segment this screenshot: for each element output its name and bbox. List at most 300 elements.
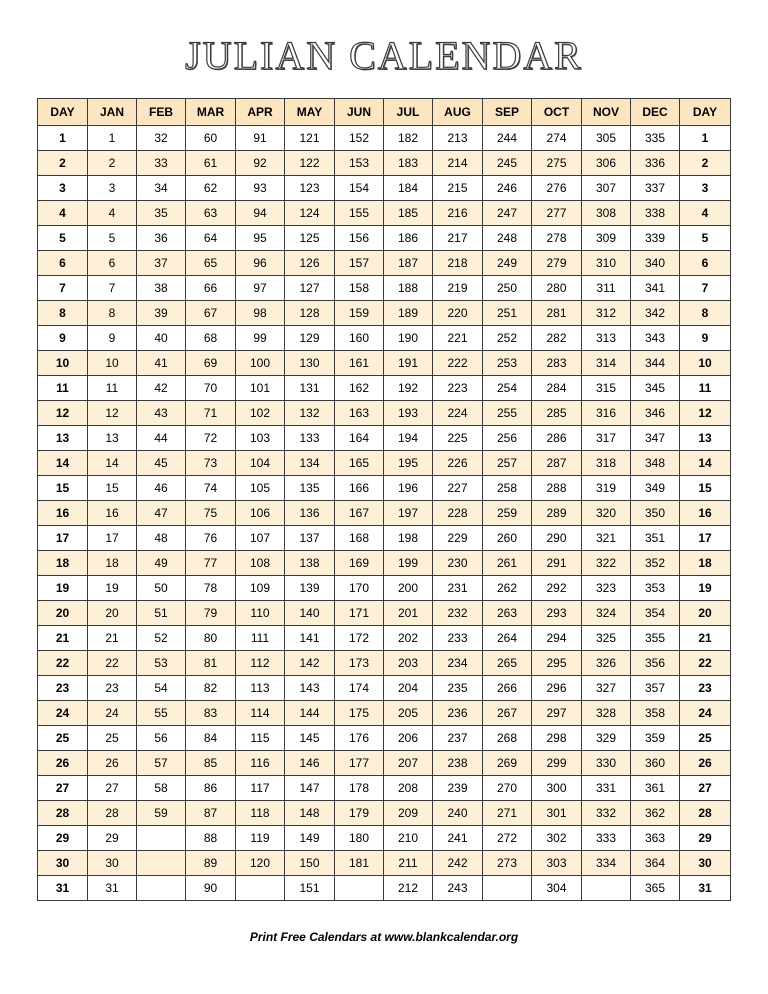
julian-date-cell: 233 <box>433 626 483 651</box>
julian-date-cell: 190 <box>384 326 433 351</box>
julian-date-cell: 150 <box>285 851 335 876</box>
day-number-cell: 14 <box>38 451 88 476</box>
day-number-cell: 18 <box>38 551 88 576</box>
julian-date-cell: 52 <box>137 626 186 651</box>
julian-date-cell: 3 <box>88 176 137 201</box>
julian-date-cell: 41 <box>137 351 186 376</box>
day-number-cell: 31 <box>680 876 731 901</box>
julian-date-cell: 34 <box>137 176 186 201</box>
julian-date-cell: 56 <box>137 726 186 751</box>
julian-date-cell: 141 <box>285 626 335 651</box>
julian-date-cell: 309 <box>582 226 631 251</box>
julian-date-cell: 237 <box>433 726 483 751</box>
julian-date-cell: 358 <box>631 701 680 726</box>
column-header: AUG <box>433 99 483 126</box>
julian-date-cell: 26 <box>88 751 137 776</box>
table-row <box>38 376 731 401</box>
julian-date-cell: 28 <box>88 801 137 826</box>
julian-date-cell: 262 <box>483 576 532 601</box>
julian-date-cell: 283 <box>532 351 582 376</box>
julian-date-cell: 315 <box>582 376 631 401</box>
julian-date-cell: 8 <box>88 301 137 326</box>
julian-date-cell: 183 <box>384 151 433 176</box>
julian-date-cell: 155 <box>335 201 384 226</box>
julian-date-cell: 133 <box>285 426 335 451</box>
header-row <box>38 99 731 126</box>
julian-date-cell: 165 <box>335 451 384 476</box>
julian-date-cell: 20 <box>88 601 137 626</box>
julian-date-cell: 178 <box>335 776 384 801</box>
julian-date-cell: 328 <box>582 701 631 726</box>
day-number-cell: 9 <box>680 326 731 351</box>
day-number-cell: 7 <box>680 276 731 301</box>
julian-date-cell: 121 <box>285 126 335 151</box>
julian-date-cell: 311 <box>582 276 631 301</box>
column-header: OCT <box>532 99 582 126</box>
julian-date-cell: 267 <box>483 701 532 726</box>
column-header: MAR <box>186 99 236 126</box>
julian-date-cell: 231 <box>433 576 483 601</box>
julian-date-cell: 9 <box>88 326 137 351</box>
julian-date-cell: 71 <box>186 401 236 426</box>
julian-date-cell: 175 <box>335 701 384 726</box>
julian-date-cell: 298 <box>532 726 582 751</box>
julian-date-cell: 102 <box>236 401 285 426</box>
julian-date-cell: 214 <box>433 151 483 176</box>
julian-date-cell: 164 <box>335 426 384 451</box>
julian-date-cell: 272 <box>483 826 532 851</box>
day-number-cell: 5 <box>38 226 88 251</box>
julian-date-cell: 192 <box>384 376 433 401</box>
julian-date-cell: 225 <box>433 426 483 451</box>
julian-date-cell: 256 <box>483 426 532 451</box>
julian-date-cell: 84 <box>186 726 236 751</box>
julian-date-cell: 46 <box>137 476 186 501</box>
julian-date-cell: 299 <box>532 751 582 776</box>
table-row <box>38 751 731 776</box>
julian-date-cell: 85 <box>186 751 236 776</box>
julian-date-cell: 240 <box>433 801 483 826</box>
julian-date-cell: 223 <box>433 376 483 401</box>
column-header: APR <box>236 99 285 126</box>
julian-date-cell: 11 <box>88 376 137 401</box>
julian-date-cell: 104 <box>236 451 285 476</box>
julian-date-cell: 278 <box>532 226 582 251</box>
julian-date-cell: 125 <box>285 226 335 251</box>
julian-date-cell: 323 <box>582 576 631 601</box>
julian-date-cell: 4 <box>88 201 137 226</box>
julian-date-cell: 43 <box>137 401 186 426</box>
julian-date-cell: 346 <box>631 401 680 426</box>
day-number-cell: 2 <box>680 151 731 176</box>
julian-date-cell: 157 <box>335 251 384 276</box>
julian-date-cell: 78 <box>186 576 236 601</box>
julian-date-cell: 134 <box>285 451 335 476</box>
julian-date-cell: 193 <box>384 401 433 426</box>
day-number-cell: 14 <box>680 451 731 476</box>
julian-date-cell: 265 <box>483 651 532 676</box>
julian-date-cell: 201 <box>384 601 433 626</box>
julian-date-cell: 257 <box>483 451 532 476</box>
julian-date-cell: 339 <box>631 226 680 251</box>
julian-date-cell: 218 <box>433 251 483 276</box>
julian-date-cell: 38 <box>137 276 186 301</box>
julian-date-cell: 277 <box>532 201 582 226</box>
julian-date-cell: 199 <box>384 551 433 576</box>
julian-date-cell: 359 <box>631 726 680 751</box>
julian-date-cell: 75 <box>186 501 236 526</box>
julian-date-cell: 36 <box>137 226 186 251</box>
day-number-cell: 16 <box>680 501 731 526</box>
julian-date-cell: 296 <box>532 676 582 701</box>
julian-date-cell: 83 <box>186 701 236 726</box>
julian-date-cell: 222 <box>433 351 483 376</box>
julian-date-cell: 118 <box>236 801 285 826</box>
julian-date-cell: 18 <box>88 551 137 576</box>
julian-date-cell: 68 <box>186 326 236 351</box>
julian-date-cell: 269 <box>483 751 532 776</box>
column-header: JUN <box>335 99 384 126</box>
julian-date-cell: 21 <box>88 626 137 651</box>
julian-date-cell <box>137 876 186 901</box>
table-row <box>38 451 731 476</box>
julian-date-cell: 160 <box>335 326 384 351</box>
julian-date-cell: 63 <box>186 201 236 226</box>
julian-date-cell: 275 <box>532 151 582 176</box>
julian-date-cell: 321 <box>582 526 631 551</box>
julian-date-cell: 308 <box>582 201 631 226</box>
day-number-cell: 30 <box>38 851 88 876</box>
julian-date-cell: 22 <box>88 651 137 676</box>
julian-date-cell: 307 <box>582 176 631 201</box>
table-row <box>38 226 731 251</box>
julian-date-cell: 302 <box>532 826 582 851</box>
julian-date-cell: 181 <box>335 851 384 876</box>
table-row <box>38 876 731 901</box>
julian-date-cell: 271 <box>483 801 532 826</box>
julian-date-cell: 291 <box>532 551 582 576</box>
julian-date-cell: 295 <box>532 651 582 676</box>
julian-date-cell: 16 <box>88 501 137 526</box>
julian-calendar-table <box>37 98 731 901</box>
julian-date-cell: 65 <box>186 251 236 276</box>
julian-date-cell: 280 <box>532 276 582 301</box>
julian-date-cell: 62 <box>186 176 236 201</box>
day-number-cell: 6 <box>680 251 731 276</box>
julian-date-cell: 124 <box>285 201 335 226</box>
julian-date-cell: 232 <box>433 601 483 626</box>
julian-date-cell: 333 <box>582 826 631 851</box>
day-number-cell: 27 <box>38 776 88 801</box>
julian-date-cell: 154 <box>335 176 384 201</box>
julian-date-cell: 353 <box>631 576 680 601</box>
julian-date-cell: 238 <box>433 751 483 776</box>
julian-date-cell: 195 <box>384 451 433 476</box>
julian-date-cell: 137 <box>285 526 335 551</box>
julian-date-cell: 69 <box>186 351 236 376</box>
julian-date-cell: 77 <box>186 551 236 576</box>
julian-date-cell: 55 <box>137 701 186 726</box>
julian-date-cell: 306 <box>582 151 631 176</box>
julian-date-cell: 357 <box>631 676 680 701</box>
table-row <box>38 726 731 751</box>
julian-date-cell: 226 <box>433 451 483 476</box>
day-number-cell: 4 <box>38 201 88 226</box>
julian-date-cell: 274 <box>532 126 582 151</box>
day-number-cell: 19 <box>680 576 731 601</box>
julian-date-cell: 202 <box>384 626 433 651</box>
julian-date-cell: 253 <box>483 351 532 376</box>
day-number-cell: 7 <box>38 276 88 301</box>
day-number-cell: 11 <box>680 376 731 401</box>
julian-date-cell: 15 <box>88 476 137 501</box>
julian-date-cell: 191 <box>384 351 433 376</box>
julian-date-cell: 236 <box>433 701 483 726</box>
day-number-cell: 17 <box>38 526 88 551</box>
julian-date-cell: 97 <box>236 276 285 301</box>
julian-date-cell: 230 <box>433 551 483 576</box>
julian-date-cell: 170 <box>335 576 384 601</box>
julian-date-cell: 200 <box>384 576 433 601</box>
day-number-cell: 21 <box>680 626 731 651</box>
julian-date-cell: 198 <box>384 526 433 551</box>
julian-date-cell: 314 <box>582 351 631 376</box>
day-number-cell: 22 <box>38 651 88 676</box>
julian-date-cell: 82 <box>186 676 236 701</box>
day-number-cell: 16 <box>38 501 88 526</box>
julian-date-cell: 173 <box>335 651 384 676</box>
table-row <box>38 276 731 301</box>
julian-date-cell: 258 <box>483 476 532 501</box>
table-row <box>38 851 731 876</box>
julian-date-cell: 186 <box>384 226 433 251</box>
day-number-cell: 13 <box>680 426 731 451</box>
julian-date-cell: 250 <box>483 276 532 301</box>
julian-date-cell: 153 <box>335 151 384 176</box>
julian-date-cell: 348 <box>631 451 680 476</box>
julian-date-cell: 196 <box>384 476 433 501</box>
day-number-cell: 22 <box>680 651 731 676</box>
julian-date-cell: 187 <box>384 251 433 276</box>
julian-date-cell: 210 <box>384 826 433 851</box>
julian-date-cell: 300 <box>532 776 582 801</box>
julian-date-cell: 105 <box>236 476 285 501</box>
julian-date-cell: 318 <box>582 451 631 476</box>
julian-date-cell <box>137 826 186 851</box>
julian-date-cell: 54 <box>137 676 186 701</box>
julian-date-cell: 206 <box>384 726 433 751</box>
page-title: JULIAN CALENDAR <box>185 33 583 78</box>
day-number-cell: 17 <box>680 526 731 551</box>
julian-date-cell: 209 <box>384 801 433 826</box>
julian-date-cell: 23 <box>88 676 137 701</box>
julian-date-cell: 115 <box>236 726 285 751</box>
julian-date-cell: 364 <box>631 851 680 876</box>
day-number-cell: 25 <box>680 726 731 751</box>
julian-date-cell: 109 <box>236 576 285 601</box>
column-header: DAY <box>38 99 88 126</box>
julian-date-cell: 53 <box>137 651 186 676</box>
julian-date-cell: 60 <box>186 126 236 151</box>
julian-date-cell: 132 <box>285 401 335 426</box>
julian-date-cell: 245 <box>483 151 532 176</box>
julian-date-cell: 148 <box>285 801 335 826</box>
julian-date-cell: 90 <box>186 876 236 901</box>
julian-date-cell: 116 <box>236 751 285 776</box>
julian-date-cell: 19 <box>88 576 137 601</box>
julian-date-cell: 89 <box>186 851 236 876</box>
julian-date-cell: 242 <box>433 851 483 876</box>
julian-date-cell: 143 <box>285 676 335 701</box>
julian-date-cell: 37 <box>137 251 186 276</box>
julian-date-cell: 163 <box>335 401 384 426</box>
julian-date-cell: 286 <box>532 426 582 451</box>
julian-date-cell: 145 <box>285 726 335 751</box>
column-header: FEB <box>137 99 186 126</box>
table-row <box>38 676 731 701</box>
day-number-cell: 8 <box>38 301 88 326</box>
julian-date-cell: 204 <box>384 676 433 701</box>
julian-date-cell: 131 <box>285 376 335 401</box>
julian-date-cell: 261 <box>483 551 532 576</box>
julian-date-cell: 276 <box>532 176 582 201</box>
julian-date-cell: 12 <box>88 401 137 426</box>
julian-date-cell: 289 <box>532 501 582 526</box>
julian-date-cell <box>582 876 631 901</box>
julian-date-cell: 25 <box>88 726 137 751</box>
julian-date-cell: 347 <box>631 426 680 451</box>
julian-date-cell: 117 <box>236 776 285 801</box>
table-row <box>38 176 731 201</box>
julian-date-cell: 59 <box>137 801 186 826</box>
julian-date-cell: 167 <box>335 501 384 526</box>
julian-date-cell: 166 <box>335 476 384 501</box>
julian-date-cell: 285 <box>532 401 582 426</box>
day-number-cell: 30 <box>680 851 731 876</box>
day-number-cell: 5 <box>680 226 731 251</box>
column-header: DAY <box>680 99 731 126</box>
julian-date-cell: 336 <box>631 151 680 176</box>
julian-date-cell: 139 <box>285 576 335 601</box>
julian-date-cell: 128 <box>285 301 335 326</box>
julian-date-cell: 123 <box>285 176 335 201</box>
julian-date-cell: 266 <box>483 676 532 701</box>
julian-date-cell: 76 <box>186 526 236 551</box>
julian-date-cell: 292 <box>532 576 582 601</box>
day-number-cell: 28 <box>680 801 731 826</box>
julian-date-cell: 49 <box>137 551 186 576</box>
julian-date-cell: 249 <box>483 251 532 276</box>
julian-date-cell: 122 <box>285 151 335 176</box>
day-number-cell: 11 <box>38 376 88 401</box>
julian-date-cell: 73 <box>186 451 236 476</box>
julian-date-cell: 94 <box>236 201 285 226</box>
julian-date-cell: 248 <box>483 226 532 251</box>
julian-date-cell: 80 <box>186 626 236 651</box>
julian-date-cell: 251 <box>483 301 532 326</box>
column-header: JUL <box>384 99 433 126</box>
julian-date-cell: 331 <box>582 776 631 801</box>
julian-date-cell: 247 <box>483 201 532 226</box>
julian-date-cell: 270 <box>483 776 532 801</box>
julian-date-cell: 281 <box>532 301 582 326</box>
julian-date-cell: 340 <box>631 251 680 276</box>
julian-date-cell: 138 <box>285 551 335 576</box>
julian-date-cell: 263 <box>483 601 532 626</box>
julian-date-cell: 57 <box>137 751 186 776</box>
day-number-cell: 2 <box>38 151 88 176</box>
julian-date-cell: 106 <box>236 501 285 526</box>
julian-date-cell: 151 <box>285 876 335 901</box>
julian-date-cell: 284 <box>532 376 582 401</box>
julian-date-cell: 334 <box>582 851 631 876</box>
julian-date-cell: 171 <box>335 601 384 626</box>
julian-date-cell: 67 <box>186 301 236 326</box>
julian-date-cell: 70 <box>186 376 236 401</box>
julian-date-cell: 324 <box>582 601 631 626</box>
column-header: MAY <box>285 99 335 126</box>
table-row <box>38 626 731 651</box>
julian-date-cell: 113 <box>236 676 285 701</box>
table-row <box>38 301 731 326</box>
julian-date-cell: 216 <box>433 201 483 226</box>
table-row <box>38 326 731 351</box>
julian-date-cell: 35 <box>137 201 186 226</box>
julian-date-cell: 58 <box>137 776 186 801</box>
table-row <box>38 601 731 626</box>
julian-date-cell: 343 <box>631 326 680 351</box>
julian-date-cell: 205 <box>384 701 433 726</box>
julian-date-cell: 203 <box>384 651 433 676</box>
julian-date-cell: 184 <box>384 176 433 201</box>
julian-date-cell: 338 <box>631 201 680 226</box>
julian-date-cell: 152 <box>335 126 384 151</box>
julian-date-cell: 130 <box>285 351 335 376</box>
day-number-cell: 6 <box>38 251 88 276</box>
julian-date-cell: 255 <box>483 401 532 426</box>
julian-date-cell: 182 <box>384 126 433 151</box>
table-row <box>38 151 731 176</box>
julian-date-cell: 27 <box>88 776 137 801</box>
julian-date-cell: 322 <box>582 551 631 576</box>
day-number-cell: 18 <box>680 551 731 576</box>
julian-date-cell: 120 <box>236 851 285 876</box>
julian-date-cell: 211 <box>384 851 433 876</box>
julian-date-cell: 87 <box>186 801 236 826</box>
julian-date-cell: 149 <box>285 826 335 851</box>
julian-date-cell: 320 <box>582 501 631 526</box>
table-row <box>38 501 731 526</box>
day-number-cell: 3 <box>38 176 88 201</box>
julian-date-cell: 228 <box>433 501 483 526</box>
julian-date-cell: 259 <box>483 501 532 526</box>
julian-date-cell: 287 <box>532 451 582 476</box>
julian-date-cell: 92 <box>236 151 285 176</box>
julian-date-cell: 126 <box>285 251 335 276</box>
julian-date-cell: 350 <box>631 501 680 526</box>
julian-date-cell: 260 <box>483 526 532 551</box>
julian-date-cell: 213 <box>433 126 483 151</box>
julian-date-cell: 188 <box>384 276 433 301</box>
day-number-cell: 15 <box>680 476 731 501</box>
table-row <box>38 526 731 551</box>
day-number-cell: 12 <box>680 401 731 426</box>
julian-date-cell: 72 <box>186 426 236 451</box>
day-number-cell: 3 <box>680 176 731 201</box>
julian-date-cell: 355 <box>631 626 680 651</box>
table-row <box>38 401 731 426</box>
table-row <box>38 826 731 851</box>
